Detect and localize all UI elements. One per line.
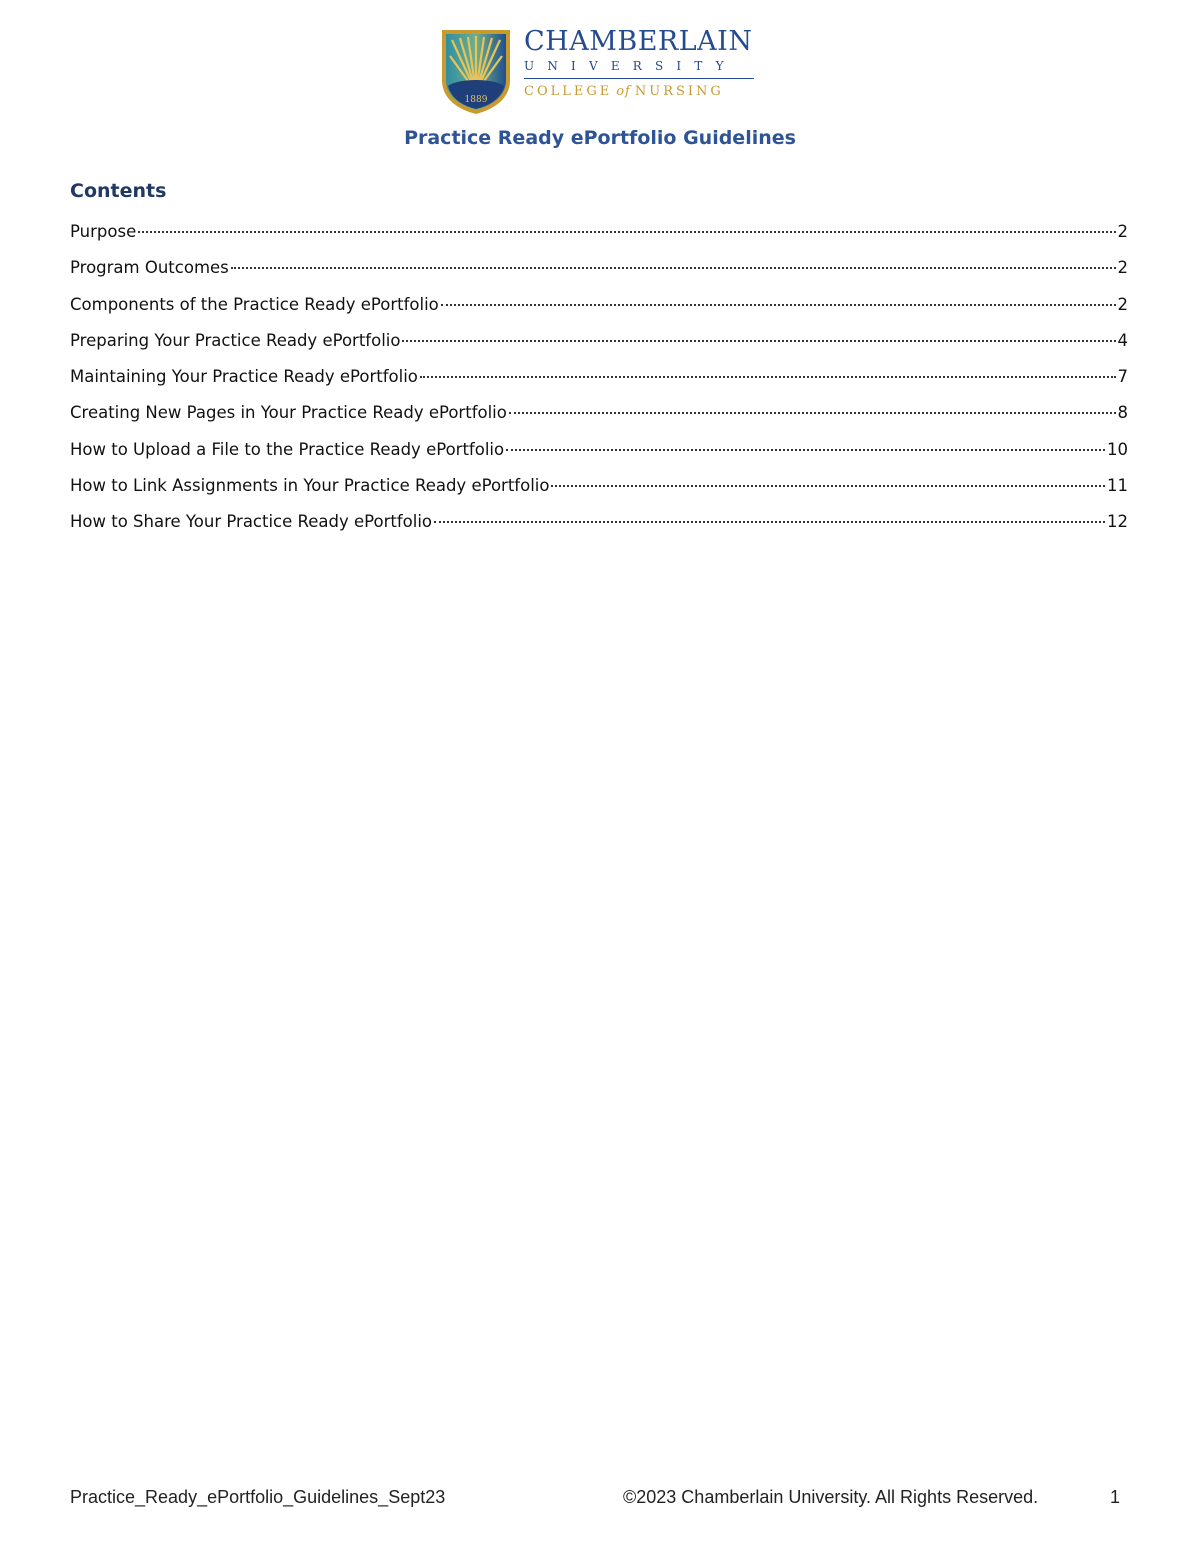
toc-entry-purpose[interactable] — [70, 222, 1128, 258]
toc-entry-label: Maintaining Your Practice Ready ePortfolio — [70, 367, 418, 387]
document-title: Practice Ready ePortfolio Guidelines — [404, 127, 796, 149]
toc-entry-preparing[interactable] — [70, 331, 1128, 367]
toc-entry-page: 2 — [1117, 258, 1128, 278]
toc-entry-label: Preparing Your Practice Ready ePortfolio — [70, 330, 401, 350]
toc-dot-leader — [434, 521, 1105, 523]
founded-year: 1889 — [464, 95, 488, 105]
toc-dot-leader — [441, 304, 1116, 306]
toc-entry-share[interactable] — [70, 512, 1128, 548]
footer-filename: Practice_Ready_ePortfolio_Guidelines_Sept23 — [70, 1487, 446, 1507]
toc-dot-leader — [506, 449, 1105, 451]
logo-college-suffix: NURSING — [634, 84, 724, 99]
toc-entry-page: 4 — [1117, 330, 1128, 350]
toc-dot-leader — [420, 376, 1116, 378]
toc-entry-program-outcomes[interactable] — [70, 258, 1128, 294]
table-of-contents — [70, 222, 1128, 549]
toc-entry-creating-pages[interactable] — [70, 403, 1128, 439]
toc-entry-label: How to Link Assignments in Your Practice Ready ePortfolio — [70, 476, 550, 496]
toc-entry-maintaining[interactable] — [70, 367, 1128, 403]
toc-dot-leader — [231, 267, 1116, 269]
logo-college — [524, 83, 756, 101]
toc-entry-label: Purpose — [70, 222, 137, 241]
toc-entry-page: 10 — [1107, 439, 1128, 459]
toc-entry-page: 12 — [1107, 512, 1128, 532]
university-shield-icon — [440, 28, 512, 116]
footer-page-number: 1 — [1110, 1487, 1121, 1507]
logo-name: CHAMBERLAIN — [524, 26, 753, 57]
toc-entry-page: 7 — [1117, 367, 1128, 387]
contents-heading: Contents — [70, 180, 167, 202]
toc-entry-label: How to Upload a File to the Practice Ready ePortfolio — [70, 439, 505, 459]
toc-entry-page: 2 — [1117, 222, 1128, 241]
toc-dot-leader — [509, 412, 1116, 414]
toc-entry-label: How to Share Your Practice Ready ePortfolio — [70, 512, 433, 532]
toc-entry-page: 2 — [1117, 294, 1128, 314]
toc-entry-components[interactable] — [70, 295, 1128, 331]
toc-entry-label: Program Outcomes — [70, 258, 229, 278]
logo-college-of: of — [616, 84, 631, 99]
toc-dot-leader — [138, 231, 1115, 233]
toc-entry-label: Components of the Practice Ready ePortfolio — [70, 294, 439, 314]
logo-college-prefix: COLLEGE — [524, 84, 613, 99]
toc-entry-page: 11 — [1107, 476, 1128, 496]
toc-entry-page: 8 — [1117, 403, 1128, 423]
toc-entry-link-assignments[interactable] — [70, 476, 1128, 512]
page-footer — [70, 1487, 1120, 1509]
toc-dot-leader — [402, 340, 1115, 342]
toc-dot-leader — [551, 485, 1105, 487]
toc-entry-label: Creating New Pages in Your Practice Ready ePortfolio — [70, 403, 507, 423]
logo-wordmark — [524, 28, 756, 101]
chamberlain-logo — [440, 28, 760, 118]
toc-entry-upload-file[interactable] — [70, 440, 1128, 476]
logo-university: UNIVERSITY — [524, 59, 737, 73]
footer-copyright: ©2023 Chamberlain University. All Rights Reserved. — [623, 1487, 1039, 1507]
logo-divider — [524, 78, 754, 79]
